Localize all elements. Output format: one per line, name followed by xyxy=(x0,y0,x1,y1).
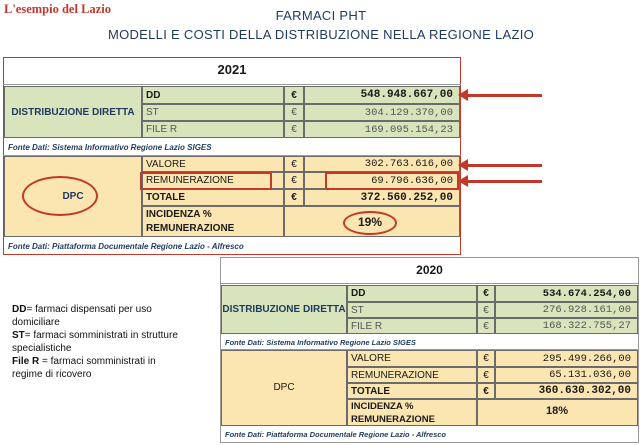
row-totale-currency: € xyxy=(284,189,304,206)
row-totale-label-2020: TOTALE xyxy=(347,383,477,399)
row-filer-value-2020: 168.322.755,27 xyxy=(495,318,638,334)
row-st-value-2020: 276.928.161,00 xyxy=(495,302,638,318)
incidenza-value-2021: 19% xyxy=(357,215,383,229)
legend-filer xyxy=(12,355,212,368)
row-dd-currency-2020: € xyxy=(477,285,495,302)
fonte-alfresco-2020: Fonte Dati: Piattaforma Documentale Regione Lazio - Alfresco xyxy=(225,430,447,439)
row-remunerazione-value: 69.796.636,00 xyxy=(304,172,460,189)
incidenza-label-line2: REMUNERAZIONE xyxy=(146,223,235,234)
legend-st-text-2: specialistiche xyxy=(12,343,72,354)
row-remunerazione-value-2020: 65.131.036,00 xyxy=(495,367,638,383)
row-valore-label-2020: VALORE xyxy=(347,350,477,367)
incidenza-label-line1-2020: INCIDENZA % xyxy=(351,401,414,412)
page-title: FARMACI PHT xyxy=(275,8,367,23)
legend-filer-text: = farmaci somministrati in xyxy=(39,356,156,367)
year-2020: 2020 xyxy=(416,263,443,277)
row-st-currency: € xyxy=(284,104,304,121)
legend-filer-text-2: regime di ricovero xyxy=(12,369,92,380)
row-dd-label-2020: DD xyxy=(347,285,477,302)
row-valore-currency-2020: € xyxy=(477,350,495,367)
arrow-remunerazione-line xyxy=(466,180,542,183)
incidenza-label-2020 xyxy=(347,399,477,426)
row-totale-label: TOTALE xyxy=(142,189,284,206)
row-remunerazione-currency-2020: € xyxy=(477,367,495,383)
row-totale-currency-2020: € xyxy=(477,383,495,399)
arrow-valore-head-icon xyxy=(458,159,468,171)
arrow-dd-head-icon xyxy=(458,89,468,101)
incidenza-label-line2-2020: REMUNERAZIONE xyxy=(351,414,435,425)
section-tag: L'esempio del Lazio xyxy=(4,2,111,16)
row-valore-label: VALORE xyxy=(142,156,284,172)
fonte-siges-2020: Fonte Dati: Sistema Informativo Regione Lazio SIGES xyxy=(225,337,416,347)
arrow-valore-line xyxy=(466,164,542,167)
row-valore-currency: € xyxy=(284,156,304,172)
row-dd-label: DD xyxy=(142,86,284,104)
row-remunerazione-label: REMUNERAZIONE xyxy=(142,172,284,189)
row-totale-value: 372.560.252,00 xyxy=(304,189,460,206)
remunerazione-value-highlight xyxy=(325,172,459,190)
fonte-alfresco-2021: Fonte Dati: Piattaforma Documentale Regione Lazio - Alfresco xyxy=(8,241,244,251)
row-remunerazione-label-2020: REMUNERAZIONE xyxy=(347,367,477,383)
dpc-highlight-oval xyxy=(22,176,98,216)
row-totale-value-2020: 360.630.302,00 xyxy=(495,383,638,399)
page-subtitle: MODELLI E COSTI DELLA DISTRIBUZIONE NELLA REGIONE LAZIO xyxy=(107,27,535,42)
row-st-label-2020: ST xyxy=(347,302,477,318)
dpc-label-2021: DPC xyxy=(62,190,84,202)
row-valore-value-2020: 295.499.266,00 xyxy=(495,350,638,367)
incidenza-value-2020: 18% xyxy=(545,405,569,417)
legend-dd-text: = farmaci dispensati per uso xyxy=(26,304,152,315)
row-dd-value-2020: 534.674.254,00 xyxy=(495,285,638,302)
row-filer-currency: € xyxy=(284,121,304,138)
row-filer-label: FILE R xyxy=(142,121,284,138)
row-filer-currency-2020: € xyxy=(477,318,495,334)
arrow-remunerazione-head-icon xyxy=(458,175,468,187)
fonte-siges-2021: Fonte Dati: Sistema Informativo Regione Lazio SIGES xyxy=(8,142,212,152)
legend-dd xyxy=(12,303,212,316)
dpc-label-2020: DPC xyxy=(273,381,295,393)
row-st-label: ST xyxy=(142,104,284,121)
incidenza-label-2021 xyxy=(142,206,284,237)
arrow-dd-line xyxy=(466,94,542,97)
legend-filer-key: File R xyxy=(12,356,40,367)
incidenza-highlight-oval xyxy=(343,211,397,235)
distribuzione-diretta-label-2021: DISTRIBUZIONE DIRETTA xyxy=(4,86,142,138)
year-2021: 2021 xyxy=(217,62,247,77)
legend-st-key: ST xyxy=(12,330,25,341)
row-st-currency-2020: € xyxy=(477,302,495,318)
row-valore-value: 302.763.616,00 xyxy=(304,156,460,172)
row-dd-value: 548.948.667,00 xyxy=(304,86,460,104)
row-filer-label-2020: FILE R xyxy=(347,318,477,334)
row-dd-currency: € xyxy=(284,86,304,104)
legend-st xyxy=(12,329,212,342)
legend-dd-text-2: domiciliare xyxy=(12,317,60,328)
row-st-value: 304.129.370,00 xyxy=(304,104,460,121)
legend-st-text: = farmaci somministrati in strutture xyxy=(24,330,178,341)
remunerazione-label-highlight xyxy=(140,172,272,190)
legend xyxy=(12,303,212,381)
legend-dd-key: DD xyxy=(12,304,27,315)
row-filer-value: 169.095.154,23 xyxy=(304,121,460,138)
distribuzione-diretta-label-2020: DISTRIBUZIONE DIRETTA xyxy=(221,285,347,334)
row-remunerazione-currency: € xyxy=(284,172,304,189)
incidenza-label-line1: INCIDENZA % xyxy=(146,209,212,220)
